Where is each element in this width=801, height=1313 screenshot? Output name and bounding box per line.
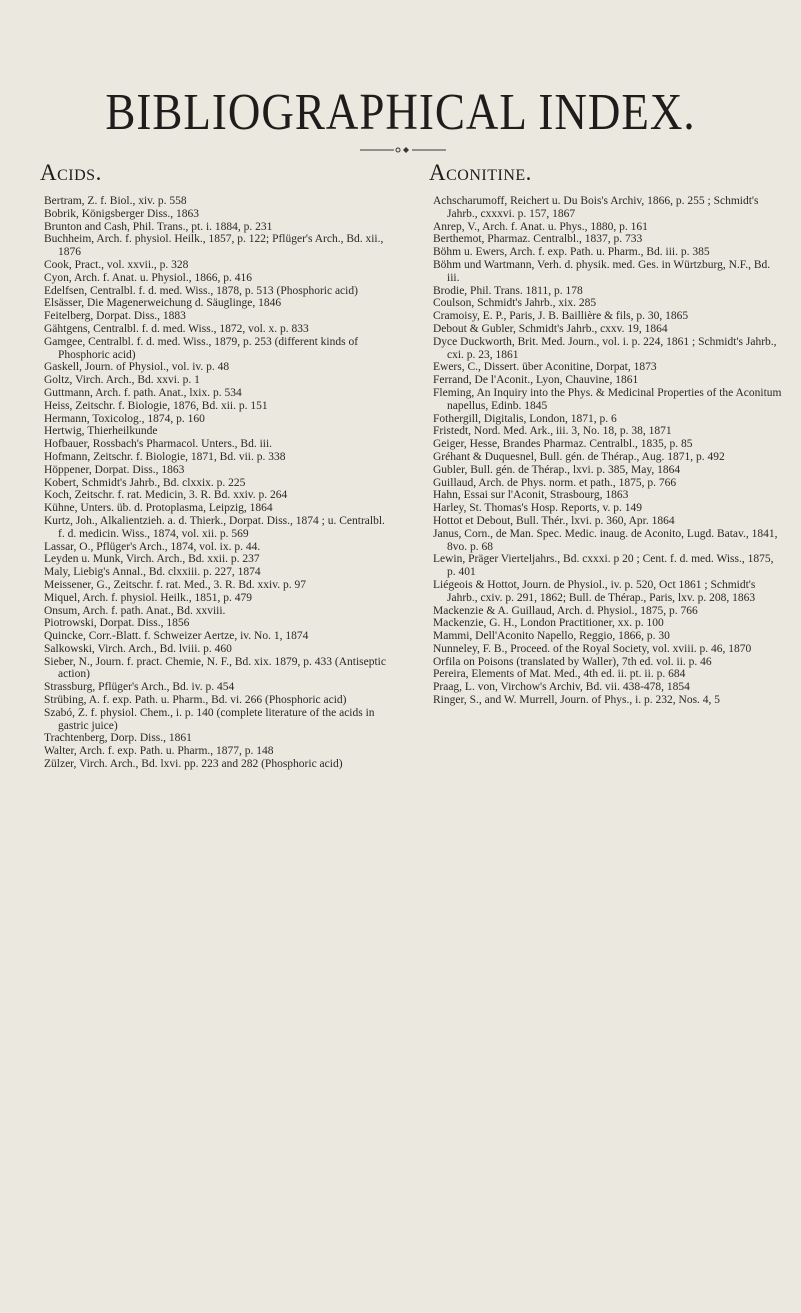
- bibliography-entry: Guillaud, Arch. de Phys. norm. et path., 1875, p. 766: [433, 476, 677, 489]
- bibliography-entry: Gähtgens, Centralbl. f. d. med. Wiss., 1872, vol. x. p. 833: [44, 322, 309, 335]
- bibliography-entry: Trachtenberg, Dorp. Diss., 1861: [44, 732, 192, 745]
- bibliography-entry: Guttmann, Arch. f. path. Anat., lxix. p. 534: [44, 386, 242, 399]
- bibliography-entry: Pereira, Elements of Mat. Med., 4th ed. ii. pt. ii. p. 684: [433, 668, 686, 681]
- section-heading-acids: Acids.: [40, 160, 102, 185]
- aconitine-column: [429, 160, 783, 707]
- bibliography-entry: Nunneley, F. B., Proceed. of the Royal Society, vol. xviii. p. 46, 1870: [433, 642, 752, 655]
- bibliography-entry: Hottot et Debout, Bull. Thér., lxvi. p. 360, Apr. 1864: [433, 514, 675, 527]
- acids-column: [40, 160, 392, 771]
- bibliography-entry: Kurtz, Joh., Alkalientzieh. a. d. Thierk., Dorpat. Diss., 1874 ; u. Centralbl. f. d. medicin. Wiss., 1874, vol. xii. p. 569: [44, 514, 385, 540]
- bibliography-entry: Piotrowski, Dorpat. Diss., 1856: [44, 617, 190, 630]
- bibliography-entry: Bobrik, Königsberger Diss., 1863: [44, 207, 200, 220]
- bibliography-entry: Achscharumoff, Reichert u. Du Bois's Archiv, 1866, p. 255 ; Schmidt's Jahrb., cxxxvi. p. 157, 1867: [433, 195, 759, 220]
- bibliography-entry: Sieber, N., Journ. f. pract. Chemie, N. F., Bd. xix. 1879, p. 433 (Antiseptic action): [44, 655, 386, 681]
- bibliography-entry: Meissener, G., Zeitschr. f. rat. Med., 3. R. Bd. xxiv. p. 97: [44, 578, 306, 591]
- page-title: BIBLIOGRAPHICAL INDEX.: [105, 83, 696, 141]
- bibliography-entry: Kühne, Unters. üb. d. Protoplasma, Leipzig, 1864: [44, 502, 273, 515]
- bibliography-entry: Hertwig, Thierheilkunde: [44, 425, 158, 438]
- bibliography-entry: Gubler, Bull. gén. de Thérap., lxvi. p. 385, May, 1864: [433, 463, 681, 476]
- bibliography-entry: Hahn, Essai sur l'Aconit, Strasbourg, 1863: [433, 489, 629, 502]
- bibliography-entry: Walter, Arch. f. exp. Path. u. Pharm., 1877, p. 148: [44, 745, 274, 758]
- bibliography-entry: Heiss, Zeitschr. f. Biologie, 1876, Bd. xii. p. 151: [44, 399, 268, 412]
- bibliography-entry: Cramoisy, E. P., Paris, J. B. Baillière & fils, p. 30, 1865: [433, 310, 689, 323]
- bibliography-entry: Salkowski, Virch. Arch., Bd. lviii. p. 460: [44, 642, 232, 655]
- bibliography-entry: Gréhant & Duquesnel, Bull. gén. de Thérap., Aug. 1871, p. 492: [433, 450, 725, 463]
- bibliography-entry: Kobert, Schmidt's Jahrb., Bd. clxxix. p. 225: [44, 476, 246, 489]
- bibliography-entry: Mackenzie, G. H., London Practitioner, xx. p. 100: [433, 617, 664, 630]
- bibliography-entry: Hofbauer, Rossbach's Pharmacol. Unters., Bd. iii.: [44, 438, 273, 451]
- bibliography-entry: Fristedt, Nord. Med. Ark., iii. 3, No. 18, p. 38, 1871: [433, 425, 672, 438]
- bibliography-entry: Gamgee, Centralbl. f. d. med. Wiss., 1879, p. 253 (different kinds of Phosphoric acid): [44, 335, 359, 361]
- bibliography-entry: Buchheim, Arch. f. physiol. Heilk., 1857, p. 122; Pflüger's Arch., Bd. xii., 1876: [44, 233, 384, 259]
- bibliography-entry: Debout & Gubler, Schmidt's Jahrb., cxxv. 19, 1864: [433, 322, 668, 335]
- bibliography-entry: Feitelberg, Dorpat. Diss., 1883: [44, 310, 186, 323]
- aconitine-entry-list: [433, 195, 783, 707]
- bibliography-entry: Edelfsen, Centralbl. f. d. med. Wiss., 1878, p. 513 (Phosphoric acid): [44, 284, 358, 297]
- acids-entry-list: [44, 195, 392, 771]
- bibliography-entry: Hofmann, Zeitschr. f. Biologie, 1871, Bd. vii. p. 338: [44, 450, 286, 463]
- bibliography-entry: Elsässer, Die Magenerweichung d. Säuglinge, 1846: [44, 297, 282, 310]
- bibliography-entry: Ewers, C., Dissert. über Aconitine, Dorpat, 1873: [433, 361, 657, 374]
- bibliography-entry: Berthemot, Pharmaz. Centralbl., 1837, p. 733: [433, 233, 643, 246]
- bibliography-entry: Ferrand, De l'Aconit., Lyon, Chauvine, 1861: [433, 374, 639, 387]
- bibliography-entry: Goltz, Virch. Arch., Bd. xxvi. p. 1: [44, 374, 200, 387]
- bibliography-entry: Bertram, Z. f. Biol., xiv. p. 558: [44, 195, 187, 207]
- bibliography-entry: Lewin, Präger Vierteljahrs., Bd. cxxxi. p 20 ; Cent. f. d. med. Wiss., 1875, p. 401: [433, 553, 774, 579]
- bibliography-entry: Praag, L. von, Virchow's Archiv, Bd. vii. 438-478, 1854: [433, 681, 690, 694]
- bibliography-entry: Harley, St. Thomas's Hosp. Reports, v. p. 149: [433, 502, 642, 515]
- bibliography-entry: Mammi, Dell'Aconito Napello, Reggio, 1866, p. 30: [433, 630, 670, 643]
- bibliography-entry: Böhm u. Ewers, Arch. f. exp. Path. u. Pharm., Bd. iii. p. 385: [433, 246, 710, 259]
- ornament-divider: [360, 145, 446, 155]
- bibliography-entry: Lassar, O., Pflüger's Arch., 1874, vol. ix. p. 44.: [44, 540, 261, 553]
- bibliography-entry: Fleming, An Inquiry into the Phys. & Medicinal Properties of the Aconitum napellus, Edinb. 1845: [433, 386, 782, 412]
- bibliography-entry: Liégeois & Hottot, Journ. de Physiol., iv. p. 520, Oct 1861 ; Schmidt's Jahrb., cxiv. p. 291, 1862; Bull. de Thérap., Paris, lxv. p. 208, 1863: [433, 578, 756, 604]
- bibliography-entry: Strübing, A. f. exp. Path. u. Pharm., Bd. vi. 266 (Phosphoric acid): [44, 694, 347, 707]
- bibliography-entry: Dyce Duckworth, Brit. Med. Journ., vol. i. p. 224, 1861 ; Schmidt's Jahrb., cxi. p. 23, 1861: [433, 335, 777, 361]
- bibliography-entry: Ringer, S., and W. Murrell, Journ. of Phys., i. p. 232, Nos. 4, 5: [433, 694, 721, 707]
- bibliography-entry: Brodie, Phil. Trans. 1811, p. 178: [433, 284, 583, 297]
- bibliography-entry: Strassburg, Pflüger's Arch., Bd. iv. p. 454: [44, 681, 235, 694]
- bibliography-entry: Leyden u. Munk, Virch. Arch., Bd. xxii. p. 237: [44, 553, 260, 566]
- bibliography-entry: Orfila on Poisons (translated by Waller), 7th ed. vol. ii. p. 46: [433, 655, 712, 668]
- bibliography-entry: Höppener, Dorpat. Diss., 1863: [44, 463, 185, 476]
- bibliography-entry: Onsum, Arch. f. path. Anat., Bd. xxviii.: [44, 604, 226, 617]
- bibliography-entry: Böhm und Wartmann, Verh. d. physik. med. Ges. in Würtzburg, N.F., Bd. iii.: [433, 258, 771, 284]
- bibliography-entry: Miquel, Arch. f. physiol. Heilk., 1851, p. 479: [44, 591, 252, 604]
- bibliography-entry: Zülzer, Virch. Arch., Bd. lxvi. pp. 223 and 282 (Phosphoric acid): [44, 758, 343, 771]
- bibliography-entry: Quincke, Corr.-Blatt. f. Schweizer Aertze, iv. No. 1, 1874: [44, 630, 309, 643]
- bibliography-entry: Anrep, V., Arch. f. Anat. u. Phys., 1880, p. 161: [433, 220, 648, 233]
- bibliography-entry: Geiger, Hesse, Brandes Pharmaz. Centralbl., 1835, p. 85: [433, 438, 693, 451]
- bibliography-entry: Gaskell, Journ. of Physiol., vol. iv. p. 48: [44, 361, 230, 374]
- bibliography-entry: Mackenzie & A. Guillaud, Arch. d. Physiol., 1875, p. 766: [433, 604, 698, 617]
- bibliography-entry: Janus, Corn., de Man. Spec. Medic. inaug. de Aconito, Lugd. Batav., 1841, 8vo. p. 68: [433, 527, 778, 553]
- bibliography-entry: Cook, Pract., vol. xxvii., p. 328: [44, 258, 189, 271]
- bibliography-entry: Coulson, Schmidt's Jahrb., xix. 285: [433, 297, 597, 310]
- section-heading-aconitine: Aconitine.: [429, 160, 532, 185]
- bibliography-entry: Koch, Zeitschr. f. rat. Medicin, 3. R. Bd. xxiv. p. 264: [44, 489, 288, 502]
- bibliography-entry: Szabó, Z. f. physiol. Chem., i. p. 140 (complete literature of the acids in gastric juice): [44, 706, 375, 732]
- bibliography-entry: Hermann, Toxicolog., 1874, p. 160: [44, 412, 205, 425]
- bibliography-entry: Brunton and Cash, Phil. Trans., pt. i. 1884, p. 231: [44, 220, 273, 233]
- bibliography-entry: Fothergill, Digitalis, London, 1871, p. 6: [433, 412, 617, 425]
- bibliography-entry: Maly, Liebig's Annal., Bd. clxxiii. p. 227, 1874: [44, 566, 261, 579]
- bibliography-entry: Cyon, Arch. f. Anat. u. Physiol., 1866, p. 416: [44, 271, 252, 284]
